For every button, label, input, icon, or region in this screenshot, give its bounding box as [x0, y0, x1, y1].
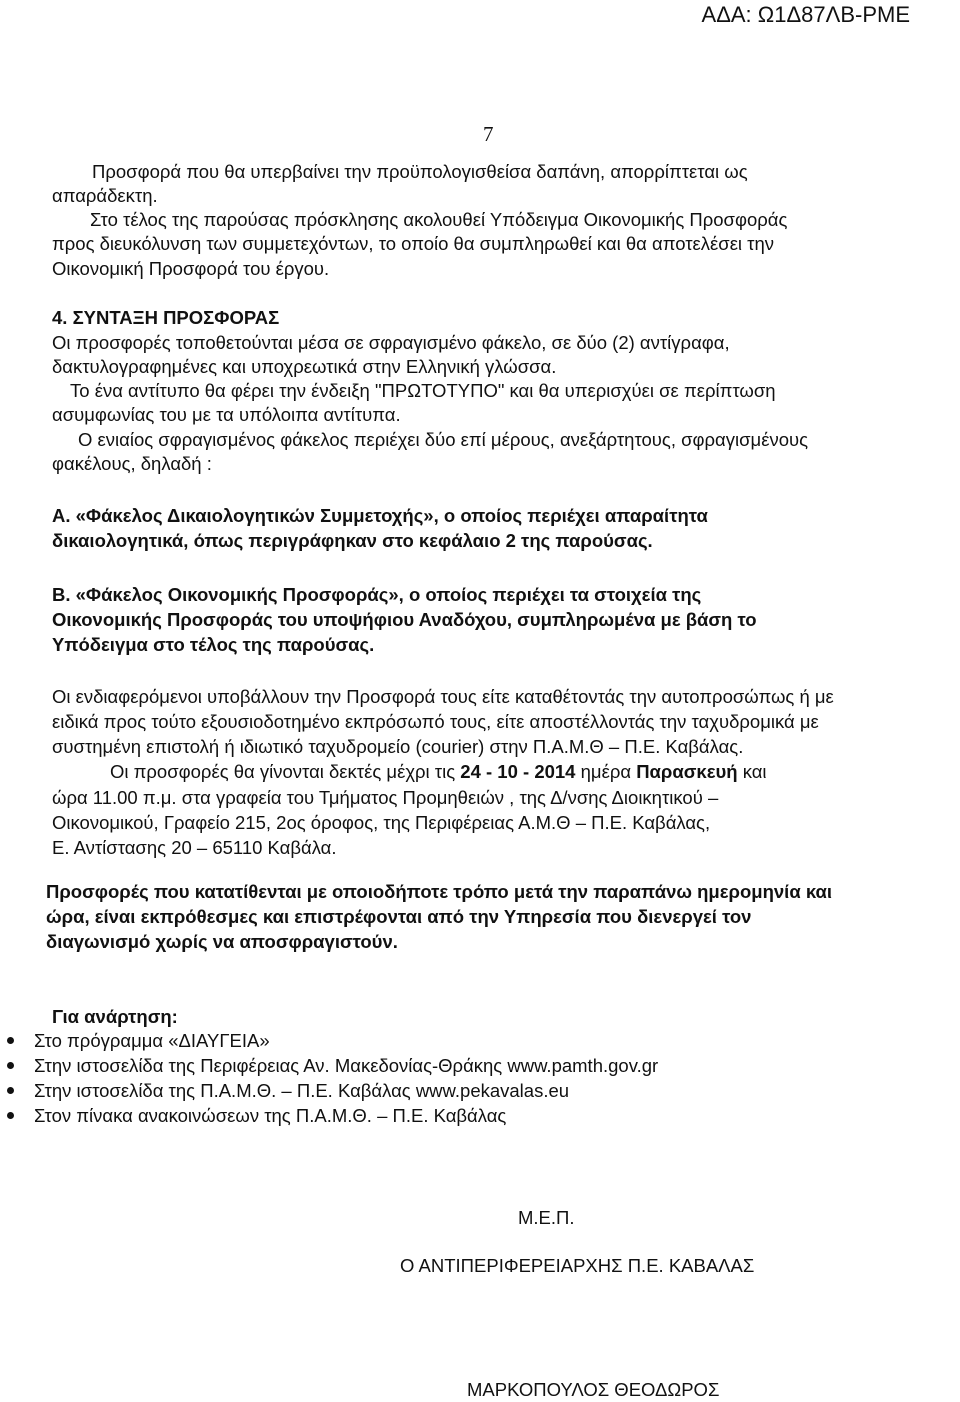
- intro-line: Οικονομική Προσφορά του έργου.: [52, 258, 330, 279]
- deadline-day: Παρασκευή: [636, 761, 738, 782]
- submission-line: Οι ενδιαφερόμενοι υποβάλλουν την Προσφορά τους είτε καταθέτοντάς την αυτοπροσώπως ή με: [52, 686, 834, 707]
- deadline-suffix: και: [737, 761, 767, 782]
- envelope-a-line: δικαιολογητικά, όπως περιγράφηκαν στο κεφάλαιο 2 της παρούσας.: [52, 530, 653, 551]
- deadline-date: 24 - 10 - 2014: [460, 761, 576, 782]
- posting-item: Στον πίνακα ανακοινώσεων της Π.Α.Μ.Θ. – Π.Ε. Καβάλας: [34, 1105, 507, 1126]
- section-heading: 4. ΣΥΝΤΑΞΗ ΠΡΟΣΦΟΡΑΣ: [52, 307, 280, 328]
- deadline-prefix: Οι προσφορές θα γίνονται δεκτές μέχρι τις: [110, 761, 461, 782]
- deadline-line: Οικονομικού, Γραφείο 215, 2ος όροφος, της Περιφέρειας Α.Μ.Θ – Π.Ε. Καβάλας,: [52, 812, 711, 833]
- late-notice-line: Προσφορές που κατατίθενται με οποιοδήποτε τρόπο μετά την παραπάνω ημερομηνία και: [46, 881, 833, 902]
- deadline-line: [110, 760, 767, 784]
- intro-line: απαράδεκτη.: [52, 185, 158, 206]
- bullet-icon: [7, 1037, 14, 1044]
- section-line: δακτυλογραφημένες και υποχρεωτικά στην Ελληνική γλώσσα.: [52, 356, 557, 377]
- late-notice-line: διαγωνισμό χωρίς να αποσφραγιστούν.: [46, 931, 398, 952]
- deadline-line: ώρα 11.00 π.μ. στα γραφεία του Τμήματος Προμηθειών , της Δ/νσης Διοικητικού –: [52, 787, 719, 808]
- posting-item: Στην ιστοσελίδα της Π.Α.Μ.Θ. – Π.Ε. Καβάλας www.pekavalas.eu: [34, 1080, 570, 1101]
- bullet-icon: [7, 1112, 14, 1119]
- signature-title: Ο ΑΝΤΙΠΕΡΙΦΕΡΕΙΑΡΧΗΣ Π.Ε. ΚΑΒΑΛΑΣ: [400, 1255, 755, 1276]
- intro-line: Προσφορά που θα υπερβαίνει την προϋπολογισθείσα δαπάνη, απορρίπτεται ως: [92, 161, 748, 182]
- deadline-line: Ε. Αντίστασης 20 – 65110 Καβάλα.: [52, 837, 337, 858]
- bullet-icon: [7, 1062, 14, 1069]
- section-line: Οι προσφορές τοποθετούνται μέσα σε σφραγισμένο φάκελο, σε δύο (2) αντίγραφα,: [52, 332, 730, 353]
- deadline-mid: ημέρα: [575, 761, 637, 782]
- late-notice-line: ώρα, είναι εκπρόθεσμες και επιστρέφονται από την Υπηρεσία που διενεργεί τον: [46, 906, 752, 927]
- envelope-a-line: Α. «Φάκελος Δικαιολογητικών Συμμετοχής», ο οποίος περιέχει απαραίτητα: [52, 505, 708, 526]
- ada-code: ΑΔΑ: Ω1Δ87ΛΒ-ΡΜΕ: [701, 2, 910, 27]
- bullet-icon: [7, 1087, 14, 1094]
- section-line: Το ένα αντίτυπο θα φέρει την ένδειξη "ΠΡΩΤΟΤΥΠΟ" και θα υπερισχύει σε περίπτωση: [70, 380, 776, 401]
- intro-line: Στο τέλος της παρούσας πρόσκλησης ακολουθεί Υπόδειγμα Οικονομικής Προσφοράς: [90, 209, 788, 230]
- section-line: φακέλους, δηλαδή :: [52, 453, 212, 474]
- envelope-b-line: Οικονομικής Προσφοράς του υποψήφιου Αναδόχου, συμπληρωμένα με βάση το: [52, 609, 757, 630]
- signature-name: ΜΑΡΚΟΠΟΥΛΟΣ ΘΕΟΔΩΡΟΣ: [467, 1379, 720, 1400]
- envelope-b-line: Υπόδειγμα στο τέλος της παρούσας.: [52, 634, 375, 655]
- posting-item: Στο πρόγραμμα «ΔΙΑΥΓΕΙΑ»: [34, 1030, 270, 1051]
- page-number: 7: [483, 122, 494, 146]
- posting-item: Στην ιστοσελίδα της Περιφέρειας Αν. Μακεδονίας-Θράκης www.pamth.gov.gr: [34, 1055, 659, 1076]
- signature-mep: Μ.Ε.Π.: [518, 1207, 575, 1228]
- envelope-b-line: Β. «Φάκελος Οικονομικής Προσφοράς», ο οποίος περιέχει τα στοιχεία της: [52, 584, 702, 605]
- submission-line: ειδικά προς τούτο εξουσιοδοτημένο εκπρόσωπό τους, είτε αποστέλλοντάς την ταχυδρομικά με: [52, 711, 819, 732]
- section-line: ασυμφωνίας του με τα υπόλοιπα αντίτυπα.: [52, 404, 401, 425]
- submission-line: συστημένη επιστολή ή ιδιωτικό ταχυδρομείο (courier) στην Π.Α.Μ.Θ – Π.Ε. Καβάλας.: [52, 736, 744, 757]
- intro-line: προς διευκόλυνση των συμμετεχόντων, το οποίο θα συμπληρωθεί και θα αποτελέσει την: [52, 233, 775, 254]
- posting-heading: Για ανάρτηση:: [52, 1006, 178, 1027]
- section-line: Ο ενιαίος σφραγισμένος φάκελος περιέχει δύο επί μέρους, ανεξάρτητους, σφραγισμένους: [78, 429, 809, 450]
